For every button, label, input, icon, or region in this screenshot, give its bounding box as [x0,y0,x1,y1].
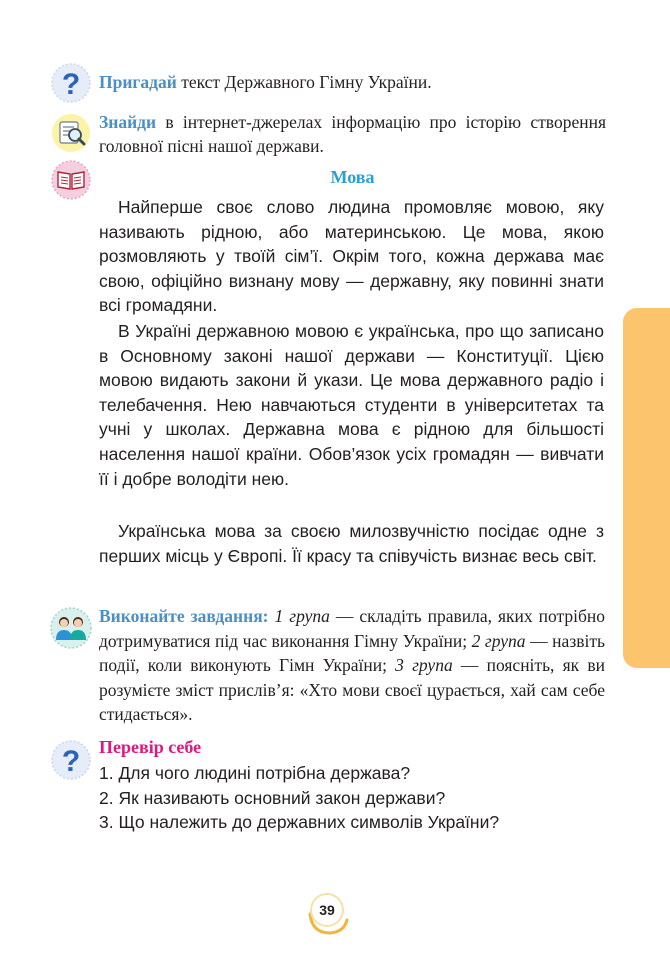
paragraph-2: В Україні державною мовою є українська, про що записано в Основному законі нашої держави — Конституції. Цією мовою видають закони й укази. Це мова державного радіо і телебачення. Нею навчаються студенти в університетах та учні у школах. Державна мова є рідною для більшості населення нашої країни. Обов’язок усіх громадян — вивчати її і добре володіти нею. [99,321,604,489]
question-item: 3. Що належить до державних символів України? [99,812,500,832]
page-number: 39 [310,893,344,927]
magnifier-icon [51,113,91,153]
paragraph-3: Українська мова за своєю милозвучністю посідає одне з перших місць у Європі. Її красу та співучість визнає весь світ. [99,521,604,566]
check-title: Перевір себе [99,737,202,757]
book-icon [51,160,91,200]
group-3-label: 3 група [395,655,453,675]
remember-text: текст Державного Гімну України. [176,72,432,92]
remember-keyword: Пригадай [99,72,177,92]
task-keyword: Виконайте завдання: [99,606,269,626]
question-item: 1. Для чого людині потрібна держава? [99,763,411,783]
paragraph-1: Найперше своє слово людина промовляє мовою, яку називають рідною, або материнською. Це мова, якою розмовляють у твоїй сім’ї. Окрім того, кожна держава має свою, офіційно визнану мову — державну, яку повинні знати всі громадяни. [99,197,604,316]
group-1-label: 1 група [274,606,330,626]
question-icon [51,740,91,780]
question-item: 2. Як називають основний закон держави? [99,787,446,808]
group-3-text: — поясніть, як ви розумієте зміст прислів’я: «Хто мови своєї цурається, хай сам себе стидається». [99,655,605,724]
find-text: в інтернет-джерелах інформацію про історію створення головної пісні нашої держави. [99,112,606,156]
check-title-line [99,735,606,759]
section-title: Мова [330,167,375,187]
group-task [99,604,605,727]
svg-text:?: ? [61,745,81,778]
svg-text:?: ? [61,68,81,101]
group-1-text: — складіть правила, яких потрібно дотримуватися під час виконання Гімну України; [99,606,606,651]
side-tab [623,308,670,668]
find-line [99,110,606,158]
question-icon [51,63,91,103]
find-keyword: Знайди [99,112,157,132]
group-icon [50,607,92,649]
remember-line [99,70,606,94]
group-2-label: 2 група [471,630,526,651]
group-2-text: — назвіть події, коли виконують Гімн України; [99,630,605,675]
question-list [99,761,499,835]
